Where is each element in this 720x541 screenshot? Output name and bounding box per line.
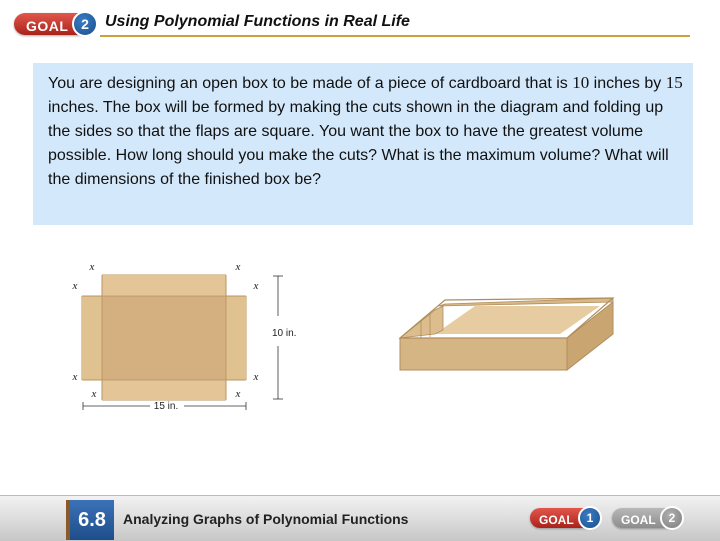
goal-1-nav-number: 1: [578, 506, 602, 530]
cut-label-right-bottom: x: [253, 371, 259, 383]
problem-length-value: 15: [665, 73, 683, 92]
open-box-illustration: [395, 290, 625, 380]
cut-label-right-top: x: [253, 280, 259, 292]
page-title: Using Polynomial Functions in Real Life: [105, 13, 410, 30]
cut-label-bottom-left: x: [91, 388, 97, 400]
problem-text-part1: You are designing an open box to be made of a piece of cardboard that is: [48, 75, 573, 92]
goal-2-nav-label: GOAL: [621, 513, 656, 527]
goal-label: GOAL: [26, 18, 69, 34]
cut-label-left-bottom: x: [72, 371, 78, 383]
section-number: 6.8: [70, 500, 114, 540]
goal-2-nav-button[interactable]: [612, 506, 684, 530]
problem-width-value: 10: [572, 73, 590, 92]
cut-label-top-right: x: [235, 261, 241, 273]
problem-box: [33, 63, 693, 225]
goal-number: 2: [72, 11, 98, 37]
cut-label-left-top: x: [72, 280, 78, 292]
problem-text-part2: inches by: [589, 75, 666, 92]
goal-badge: [14, 11, 96, 37]
problem-text: [48, 71, 683, 192]
height-dimension-label: 10 in.: [272, 328, 296, 339]
goal-1-nav-button[interactable]: [530, 506, 602, 530]
title-divider: [100, 35, 690, 37]
goal-2-nav-number: 2: [660, 506, 684, 530]
goal-1-nav-label: GOAL: [539, 513, 574, 527]
cut-label-top-left: x: [89, 261, 95, 273]
width-dimension-label: 15 in.: [153, 401, 179, 412]
cut-label-bottom-right: x: [235, 388, 241, 400]
flat-cardboard-diagram: [66, 258, 296, 418]
section-title: Analyzing Graphs of Polynomial Functions: [123, 511, 409, 527]
problem-text-part3: inches. The box will be formed by making the cuts shown in the diagram and folding up the sides so that the flaps are square. You want the box to have the greatest volume possible. How long should you make the cuts? What is the maximum volume? What will the dimensions of the finished box be?: [48, 99, 669, 188]
